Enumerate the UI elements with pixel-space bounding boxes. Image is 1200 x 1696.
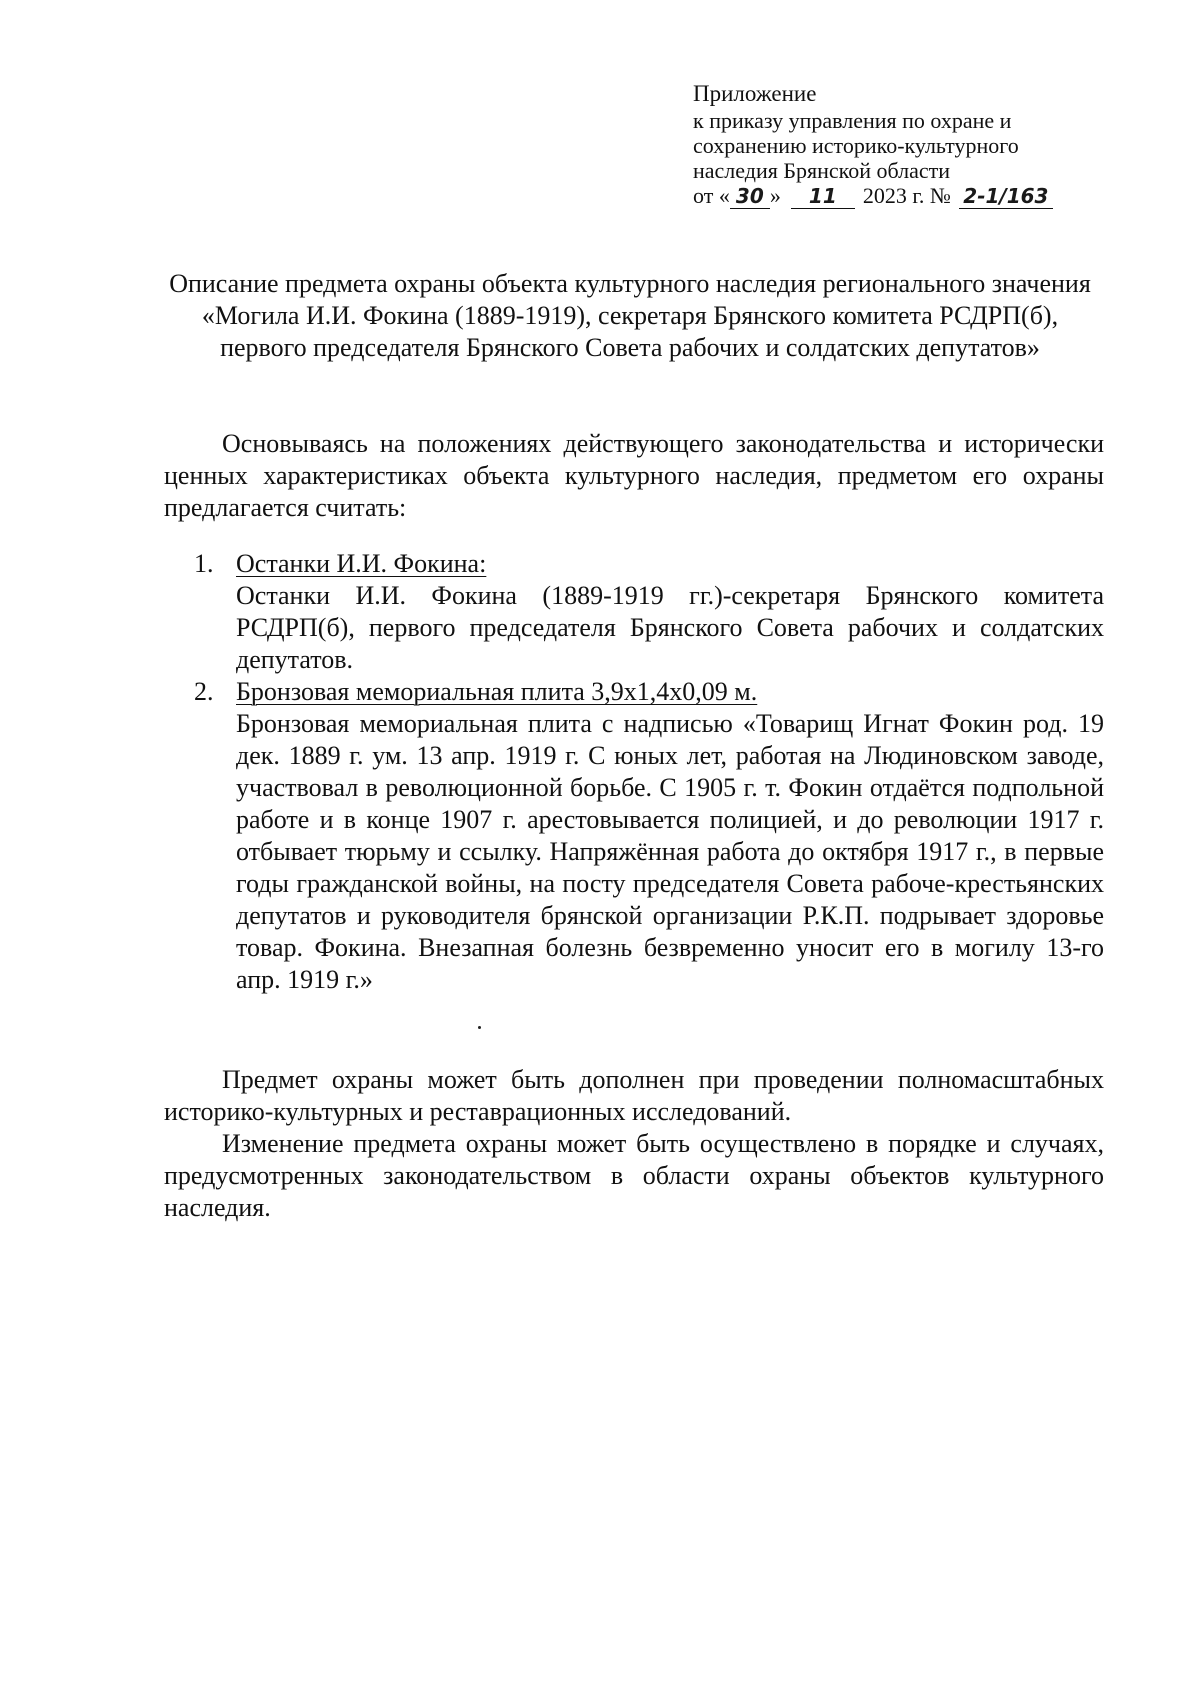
closing-paragraph-2 <box>164 1128 1104 1224</box>
closing-paragraph-1 <box>164 1064 1104 1128</box>
order-date-line <box>693 183 1053 209</box>
intro-text: Основываясь на положениях действующего законодательства и исторически ценных характеристиках объекта культурного наследия, предметом его охраны предлагается считать: <box>164 429 1104 522</box>
annex-line-3: наследия Брянской области <box>693 158 951 183</box>
document-heading: Описание предмета охраны объекта культурного наследия регионального значения «Могила И.И. Фокина (1889-1919), секретаря Брянского комитета РСДРП(б), первого председателя Брянского Совета рабочих и солдатских депутатов» <box>169 269 1091 362</box>
list-item <box>194 676 1104 996</box>
protection-items-list <box>194 548 1104 996</box>
closing-text-1: Предмет охраны может быть дополнен при проведении полномасштабных историко-культурных и реставрационных исследований. <box>164 1065 1104 1126</box>
closing-text-2: Изменение предмета охраны может быть осуществлено в порядке и случаях, предусмотренных законодательством в области охраны объектов культурного наследия. <box>164 1129 1104 1222</box>
order-prefix: от « <box>693 183 730 208</box>
item-title: Бронзовая мемориальная плита 3,9х1,4х0,09 м. <box>236 677 758 706</box>
order-mid: » <box>769 183 781 208</box>
item-number: 2. <box>194 677 214 706</box>
order-day-handwritten: 30 <box>730 184 770 209</box>
item-number: 1. <box>194 549 214 578</box>
item-title: Останки И.И. Фокина: <box>236 549 487 578</box>
item-body: Бронзовая мемориальная плита с надписью «Товарищ Игнат Фокин род. 19 дек. 1889 г. ум. 13 апр. 1919 г. С юных лет, работая на Людиновском заводе, участвовал в революционной борьбе. С 1905 г. т. Фокин отдаётся подпольной работе и в конце 1907 г. арестовывается полицией, и до революции 1917 г. отбывает тюрьму и ссылку. Напряжённая работа до октября 1917 г., в первые годы гражданской войны, на посту председателя Совета рабоче-крестьянских депутатов и руководителя брянской организации Р.К.П. подрывает здоровье товар. Фокина. Внезапная болезнь безвременно уносит его в могилу 13-го апр. 1919 г.» <box>236 709 1104 994</box>
order-month-handwritten: 11 <box>791 184 855 209</box>
order-year: 2023 г. № <box>862 183 951 208</box>
order-number-handwritten: 2-1/163 <box>959 184 1053 209</box>
list-item <box>194 548 1104 676</box>
scan-dot <box>478 1026 481 1029</box>
annex-title: Приложение <box>693 81 817 106</box>
intro-paragraph <box>164 428 1104 524</box>
annex-line-2: сохранению историко-культурного <box>693 133 1019 158</box>
annex-header <box>693 80 1053 209</box>
annex-line-1: к приказу управления по охране и <box>693 108 1012 133</box>
item-body: Останки И.И. Фокина (1889-1919 гг.)-секретаря Брянского комитета РСДРП(б), первого председателя Брянского Совета рабочих и солдатских депутатов. <box>236 581 1104 674</box>
